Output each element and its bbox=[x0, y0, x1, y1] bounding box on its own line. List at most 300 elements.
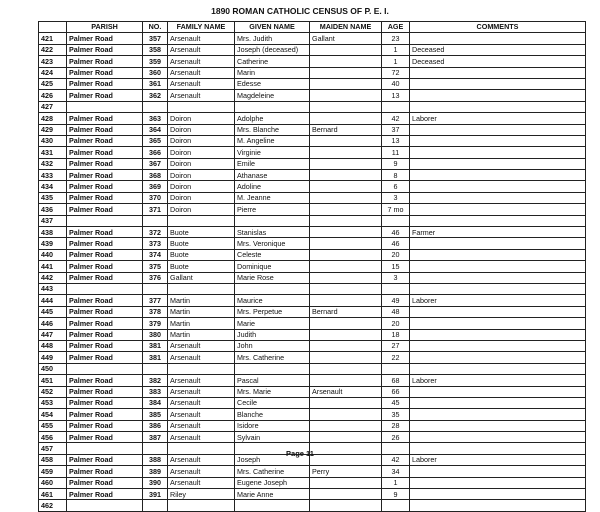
family-name-cell: Buote bbox=[168, 261, 235, 272]
given-name-cell: Blanche bbox=[235, 409, 310, 420]
family-name-cell: Doiron bbox=[168, 170, 235, 181]
maiden-name-cell bbox=[310, 56, 382, 67]
household-number-cell: 363 bbox=[143, 113, 168, 124]
given-name-cell: Isidore bbox=[235, 420, 310, 431]
parish-cell bbox=[67, 283, 143, 294]
given-name-cell: Dominique bbox=[235, 261, 310, 272]
household-number-cell bbox=[143, 215, 168, 226]
row-number: 425 bbox=[39, 78, 67, 89]
maiden-name-cell bbox=[310, 158, 382, 169]
table-row bbox=[39, 181, 586, 192]
table-row bbox=[39, 238, 586, 249]
maiden-name-cell bbox=[310, 432, 382, 443]
comments-cell bbox=[410, 204, 586, 215]
maiden-name-cell bbox=[310, 192, 382, 203]
row-number: 421 bbox=[39, 33, 67, 44]
given-name-cell: Joseph bbox=[235, 454, 310, 465]
row-number: 455 bbox=[39, 420, 67, 431]
column-header-comments: COMMENTS bbox=[410, 22, 586, 33]
row-number: 453 bbox=[39, 397, 67, 408]
row-number: 449 bbox=[39, 352, 67, 363]
age-cell: 3 bbox=[382, 272, 410, 283]
page-number: Page 11 bbox=[286, 449, 314, 458]
family-name-cell: Arsenault bbox=[168, 397, 235, 408]
age-cell: 13 bbox=[382, 90, 410, 101]
household-number-cell: 387 bbox=[143, 432, 168, 443]
given-name-cell bbox=[235, 363, 310, 374]
parish-cell: Palmer Road bbox=[67, 295, 143, 306]
header-row bbox=[39, 22, 586, 33]
age-cell: 7 mo bbox=[382, 204, 410, 215]
row-number: 433 bbox=[39, 170, 67, 181]
table-row bbox=[39, 101, 586, 112]
table-row bbox=[39, 124, 586, 135]
age-cell: 18 bbox=[382, 329, 410, 340]
maiden-name-cell bbox=[310, 78, 382, 89]
parish-cell: Palmer Road bbox=[67, 158, 143, 169]
household-number-cell: 366 bbox=[143, 147, 168, 158]
column-header-row-number bbox=[39, 22, 67, 33]
row-number: 424 bbox=[39, 67, 67, 78]
table-row bbox=[39, 375, 586, 386]
comments-cell bbox=[410, 181, 586, 192]
household-number-cell: 385 bbox=[143, 409, 168, 420]
given-name-cell: Pierre bbox=[235, 204, 310, 215]
given-name-cell: Cecile bbox=[235, 397, 310, 408]
household-number-cell: 357 bbox=[143, 33, 168, 44]
maiden-name-cell bbox=[310, 375, 382, 386]
table-row bbox=[39, 249, 586, 260]
family-name-cell: Arsenault bbox=[168, 409, 235, 420]
household-number-cell: 365 bbox=[143, 135, 168, 146]
family-name-cell: Doiron bbox=[168, 135, 235, 146]
age-cell: 1 bbox=[382, 44, 410, 55]
table-row bbox=[39, 44, 586, 55]
parish-cell: Palmer Road bbox=[67, 67, 143, 78]
given-name-cell: Marie bbox=[235, 318, 310, 329]
household-number-cell: 388 bbox=[143, 454, 168, 465]
age-cell: 48 bbox=[382, 306, 410, 317]
age-cell: 28 bbox=[382, 420, 410, 431]
row-number: 438 bbox=[39, 227, 67, 238]
age-cell: 27 bbox=[382, 340, 410, 351]
family-name-cell: Martin bbox=[168, 329, 235, 340]
table-row bbox=[39, 170, 586, 181]
table-row bbox=[39, 420, 586, 431]
parish-cell: Palmer Road bbox=[67, 477, 143, 488]
given-name-cell: Marin bbox=[235, 67, 310, 78]
comments-cell bbox=[410, 67, 586, 78]
parish-cell: Palmer Road bbox=[67, 78, 143, 89]
maiden-name-cell: Arsenault bbox=[310, 386, 382, 397]
comments-cell: Laborer bbox=[410, 375, 586, 386]
parish-cell: Palmer Road bbox=[67, 192, 143, 203]
table-row bbox=[39, 56, 586, 67]
comments-cell bbox=[410, 386, 586, 397]
given-name-cell: Mrs. Blanche bbox=[235, 124, 310, 135]
table-row bbox=[39, 318, 586, 329]
family-name-cell: Buote bbox=[168, 238, 235, 249]
family-name-cell: Doiron bbox=[168, 181, 235, 192]
age-cell: 22 bbox=[382, 352, 410, 363]
household-number-cell: 372 bbox=[143, 227, 168, 238]
family-name-cell: Arsenault bbox=[168, 466, 235, 477]
household-number-cell: 390 bbox=[143, 477, 168, 488]
parish-cell: Palmer Road bbox=[67, 420, 143, 431]
parish-cell: Palmer Road bbox=[67, 489, 143, 500]
age-cell: 20 bbox=[382, 318, 410, 329]
maiden-name-cell bbox=[310, 283, 382, 294]
comments-cell: Laborer bbox=[410, 113, 586, 124]
table-row bbox=[39, 283, 586, 294]
age-cell: 49 bbox=[382, 295, 410, 306]
family-name-cell: Doiron bbox=[168, 192, 235, 203]
given-name-cell: John bbox=[235, 340, 310, 351]
parish-cell: Palmer Road bbox=[67, 432, 143, 443]
family-name-cell: Arsenault bbox=[168, 386, 235, 397]
given-name-cell: Joseph (deceased) bbox=[235, 44, 310, 55]
maiden-name-cell bbox=[310, 44, 382, 55]
maiden-name-cell bbox=[310, 500, 382, 511]
maiden-name-cell bbox=[310, 329, 382, 340]
family-name-cell: Martin bbox=[168, 306, 235, 317]
family-name-cell: Riley bbox=[168, 489, 235, 500]
given-name-cell: Emile bbox=[235, 158, 310, 169]
household-number-cell bbox=[143, 363, 168, 374]
age-cell: 13 bbox=[382, 135, 410, 146]
column-header-no: NO. bbox=[143, 22, 168, 33]
parish-cell: Palmer Road bbox=[67, 56, 143, 67]
given-name-cell: Marie Rose bbox=[235, 272, 310, 283]
row-number: 461 bbox=[39, 489, 67, 500]
given-name-cell: Athanase bbox=[235, 170, 310, 181]
household-number-cell bbox=[143, 101, 168, 112]
row-number: 454 bbox=[39, 409, 67, 420]
table-row bbox=[39, 409, 586, 420]
age-cell bbox=[382, 363, 410, 374]
age-cell: 42 bbox=[382, 113, 410, 124]
table-row bbox=[39, 477, 586, 488]
maiden-name-cell: Perry bbox=[310, 466, 382, 477]
family-name-cell: Arsenault bbox=[168, 90, 235, 101]
family-name-cell: Arsenault bbox=[168, 340, 235, 351]
parish-cell: Palmer Road bbox=[67, 272, 143, 283]
age-cell bbox=[382, 101, 410, 112]
comments-cell bbox=[410, 466, 586, 477]
family-name-cell: Arsenault bbox=[168, 420, 235, 431]
comments-cell bbox=[410, 363, 586, 374]
parish-cell: Palmer Road bbox=[67, 306, 143, 317]
column-header-age: AGE bbox=[382, 22, 410, 33]
table-row bbox=[39, 215, 586, 226]
maiden-name-cell bbox=[310, 352, 382, 363]
household-number-cell: 375 bbox=[143, 261, 168, 272]
age-cell bbox=[382, 500, 410, 511]
row-number: 445 bbox=[39, 306, 67, 317]
row-number: 443 bbox=[39, 283, 67, 294]
row-number: 430 bbox=[39, 135, 67, 146]
row-number: 456 bbox=[39, 432, 67, 443]
comments-cell bbox=[410, 420, 586, 431]
family-name-cell: Arsenault bbox=[168, 78, 235, 89]
household-number-cell: 371 bbox=[143, 204, 168, 215]
comments-cell bbox=[410, 318, 586, 329]
household-number-cell: 373 bbox=[143, 238, 168, 249]
maiden-name-cell bbox=[310, 397, 382, 408]
parish-cell: Palmer Road bbox=[67, 90, 143, 101]
family-name-cell: Doiron bbox=[168, 158, 235, 169]
parish-cell: Palmer Road bbox=[67, 340, 143, 351]
family-name-cell: Arsenault bbox=[168, 432, 235, 443]
family-name-cell: Arsenault bbox=[168, 454, 235, 465]
row-number: 434 bbox=[39, 181, 67, 192]
given-name-cell bbox=[235, 500, 310, 511]
maiden-name-cell: Bernard bbox=[310, 124, 382, 135]
maiden-name-cell bbox=[310, 272, 382, 283]
age-cell bbox=[382, 215, 410, 226]
family-name-cell: Buote bbox=[168, 249, 235, 260]
given-name-cell: Pascal bbox=[235, 375, 310, 386]
table-row bbox=[39, 78, 586, 89]
household-number-cell: 364 bbox=[143, 124, 168, 135]
comments-cell bbox=[410, 215, 586, 226]
comments-cell: Laborer bbox=[410, 454, 586, 465]
household-number-cell: 391 bbox=[143, 489, 168, 500]
row-number: 431 bbox=[39, 147, 67, 158]
parish-cell: Palmer Road bbox=[67, 466, 143, 477]
table-row bbox=[39, 135, 586, 146]
comments-cell bbox=[410, 261, 586, 272]
age-cell: 6 bbox=[382, 181, 410, 192]
comments-cell bbox=[410, 432, 586, 443]
maiden-name-cell: Bernard bbox=[310, 306, 382, 317]
age-cell: 9 bbox=[382, 158, 410, 169]
maiden-name-cell bbox=[310, 261, 382, 272]
maiden-name-cell bbox=[310, 90, 382, 101]
comments-cell bbox=[410, 352, 586, 363]
household-number-cell: 377 bbox=[143, 295, 168, 306]
comments-cell bbox=[410, 147, 586, 158]
family-name-cell: Martin bbox=[168, 295, 235, 306]
comments-cell bbox=[410, 101, 586, 112]
parish-cell bbox=[67, 215, 143, 226]
comments-cell bbox=[410, 124, 586, 135]
given-name-cell: Edesse bbox=[235, 78, 310, 89]
row-number: 462 bbox=[39, 500, 67, 511]
household-number-cell: 376 bbox=[143, 272, 168, 283]
table-row bbox=[39, 500, 586, 511]
given-name-cell bbox=[235, 101, 310, 112]
comments-cell bbox=[410, 500, 586, 511]
parish-cell bbox=[67, 101, 143, 112]
parish-cell: Palmer Road bbox=[67, 261, 143, 272]
given-name-cell bbox=[235, 215, 310, 226]
household-number-cell: 386 bbox=[143, 420, 168, 431]
row-number: 439 bbox=[39, 238, 67, 249]
comments-cell bbox=[410, 192, 586, 203]
household-number-cell: 360 bbox=[143, 67, 168, 78]
age-cell: 20 bbox=[382, 249, 410, 260]
family-name-cell bbox=[168, 101, 235, 112]
household-number-cell bbox=[143, 283, 168, 294]
comments-cell bbox=[410, 33, 586, 44]
given-name-cell: Mrs. Catherine bbox=[235, 466, 310, 477]
parish-cell: Palmer Road bbox=[67, 352, 143, 363]
parish-cell bbox=[67, 363, 143, 374]
row-number: 427 bbox=[39, 101, 67, 112]
comments-cell bbox=[410, 283, 586, 294]
age-cell: 9 bbox=[382, 489, 410, 500]
household-number-cell: 374 bbox=[143, 249, 168, 260]
comments-cell: Deceased bbox=[410, 44, 586, 55]
row-number: 429 bbox=[39, 124, 67, 135]
comments-cell bbox=[410, 90, 586, 101]
comments-cell bbox=[410, 78, 586, 89]
age-cell: 46 bbox=[382, 238, 410, 249]
parish-cell: Palmer Road bbox=[67, 170, 143, 181]
given-name-cell bbox=[235, 283, 310, 294]
table-row bbox=[39, 489, 586, 500]
table-row bbox=[39, 272, 586, 283]
household-number-cell: 380 bbox=[143, 329, 168, 340]
parish-cell: Palmer Road bbox=[67, 33, 143, 44]
row-number: 458 bbox=[39, 454, 67, 465]
row-number: 457 bbox=[39, 443, 67, 454]
maiden-name-cell bbox=[310, 147, 382, 158]
maiden-name-cell bbox=[310, 318, 382, 329]
age-cell bbox=[382, 283, 410, 294]
given-name-cell: Sylvain bbox=[235, 432, 310, 443]
table-row bbox=[39, 340, 586, 351]
column-header-family-name: FAMILY NAME bbox=[168, 22, 235, 33]
table-row bbox=[39, 192, 586, 203]
age-cell: 15 bbox=[382, 261, 410, 272]
row-number: 441 bbox=[39, 261, 67, 272]
table-row bbox=[39, 306, 586, 317]
parish-cell: Palmer Road bbox=[67, 124, 143, 135]
comments-cell bbox=[410, 329, 586, 340]
comments-cell bbox=[410, 158, 586, 169]
household-number-cell: 381 bbox=[143, 352, 168, 363]
column-header-parish: PARISH bbox=[67, 22, 143, 33]
given-name-cell: Marie Anne bbox=[235, 489, 310, 500]
comments-cell: Laborer bbox=[410, 295, 586, 306]
parish-cell: Palmer Road bbox=[67, 135, 143, 146]
row-number: 423 bbox=[39, 56, 67, 67]
table-row bbox=[39, 204, 586, 215]
parish-cell: Palmer Road bbox=[67, 318, 143, 329]
table-row bbox=[39, 363, 586, 374]
family-name-cell: Arsenault bbox=[168, 56, 235, 67]
maiden-name-cell: Gallant bbox=[310, 33, 382, 44]
age-cell: 37 bbox=[382, 124, 410, 135]
household-number-cell: 370 bbox=[143, 192, 168, 203]
row-number: 459 bbox=[39, 466, 67, 477]
parish-cell: Palmer Road bbox=[67, 113, 143, 124]
parish-cell: Palmer Road bbox=[67, 238, 143, 249]
row-number: 452 bbox=[39, 386, 67, 397]
age-cell: 66 bbox=[382, 386, 410, 397]
given-name-cell: Mrs. Perpetue bbox=[235, 306, 310, 317]
row-number: 432 bbox=[39, 158, 67, 169]
maiden-name-cell bbox=[310, 204, 382, 215]
parish-cell: Palmer Road bbox=[67, 386, 143, 397]
table-row bbox=[39, 386, 586, 397]
table-row bbox=[39, 329, 586, 340]
maiden-name-cell bbox=[310, 170, 382, 181]
family-name-cell bbox=[168, 500, 235, 511]
household-number-cell: 369 bbox=[143, 181, 168, 192]
given-name-cell: Judith bbox=[235, 329, 310, 340]
parish-cell: Palmer Road bbox=[67, 409, 143, 420]
family-name-cell: Buote bbox=[168, 227, 235, 238]
row-number: 448 bbox=[39, 340, 67, 351]
comments-cell bbox=[410, 477, 586, 488]
maiden-name-cell bbox=[310, 409, 382, 420]
page-title: 1890 ROMAN CATHOLIC CENSUS OF P. E. I. bbox=[211, 6, 389, 16]
parish-cell bbox=[67, 500, 143, 511]
age-cell: 72 bbox=[382, 67, 410, 78]
maiden-name-cell bbox=[310, 181, 382, 192]
table-row bbox=[39, 261, 586, 272]
family-name-cell bbox=[168, 283, 235, 294]
age-cell: 11 bbox=[382, 147, 410, 158]
family-name-cell: Martin bbox=[168, 318, 235, 329]
maiden-name-cell bbox=[310, 249, 382, 260]
age-cell: 46 bbox=[382, 227, 410, 238]
table-row bbox=[39, 147, 586, 158]
given-name-cell: Magdeleine bbox=[235, 90, 310, 101]
parish-cell: Palmer Road bbox=[67, 147, 143, 158]
given-name-cell: Mrs. Veronique bbox=[235, 238, 310, 249]
family-name-cell bbox=[168, 215, 235, 226]
family-name-cell: Doiron bbox=[168, 124, 235, 135]
comments-cell: Deceased bbox=[410, 56, 586, 67]
comments-cell bbox=[410, 340, 586, 351]
household-number-cell: 382 bbox=[143, 375, 168, 386]
maiden-name-cell bbox=[310, 489, 382, 500]
household-number-cell: 384 bbox=[143, 397, 168, 408]
given-name-cell: Virginie bbox=[235, 147, 310, 158]
family-name-cell: Arsenault bbox=[168, 44, 235, 55]
comments-cell bbox=[410, 409, 586, 420]
given-name-cell: Mrs. Marie bbox=[235, 386, 310, 397]
household-number-cell: 362 bbox=[143, 90, 168, 101]
maiden-name-cell bbox=[310, 215, 382, 226]
table-row bbox=[39, 113, 586, 124]
row-number: 451 bbox=[39, 375, 67, 386]
column-header-given-name: GIVEN NAME bbox=[235, 22, 310, 33]
comments-cell bbox=[410, 135, 586, 146]
maiden-name-cell bbox=[310, 227, 382, 238]
comments-cell bbox=[410, 306, 586, 317]
census-table bbox=[38, 21, 586, 512]
parish-cell: Palmer Road bbox=[67, 329, 143, 340]
parish-cell: Palmer Road bbox=[67, 375, 143, 386]
maiden-name-cell bbox=[310, 101, 382, 112]
household-number-cell: 368 bbox=[143, 170, 168, 181]
given-name-cell: M. Angeline bbox=[235, 135, 310, 146]
age-cell: 23 bbox=[382, 33, 410, 44]
household-number-cell: 361 bbox=[143, 78, 168, 89]
comments-cell bbox=[410, 170, 586, 181]
age-cell: 26 bbox=[382, 432, 410, 443]
household-number-cell: 381 bbox=[143, 340, 168, 351]
age-cell: 8 bbox=[382, 170, 410, 181]
comments-cell bbox=[410, 238, 586, 249]
age-cell: 40 bbox=[382, 78, 410, 89]
family-name-cell: Doiron bbox=[168, 147, 235, 158]
